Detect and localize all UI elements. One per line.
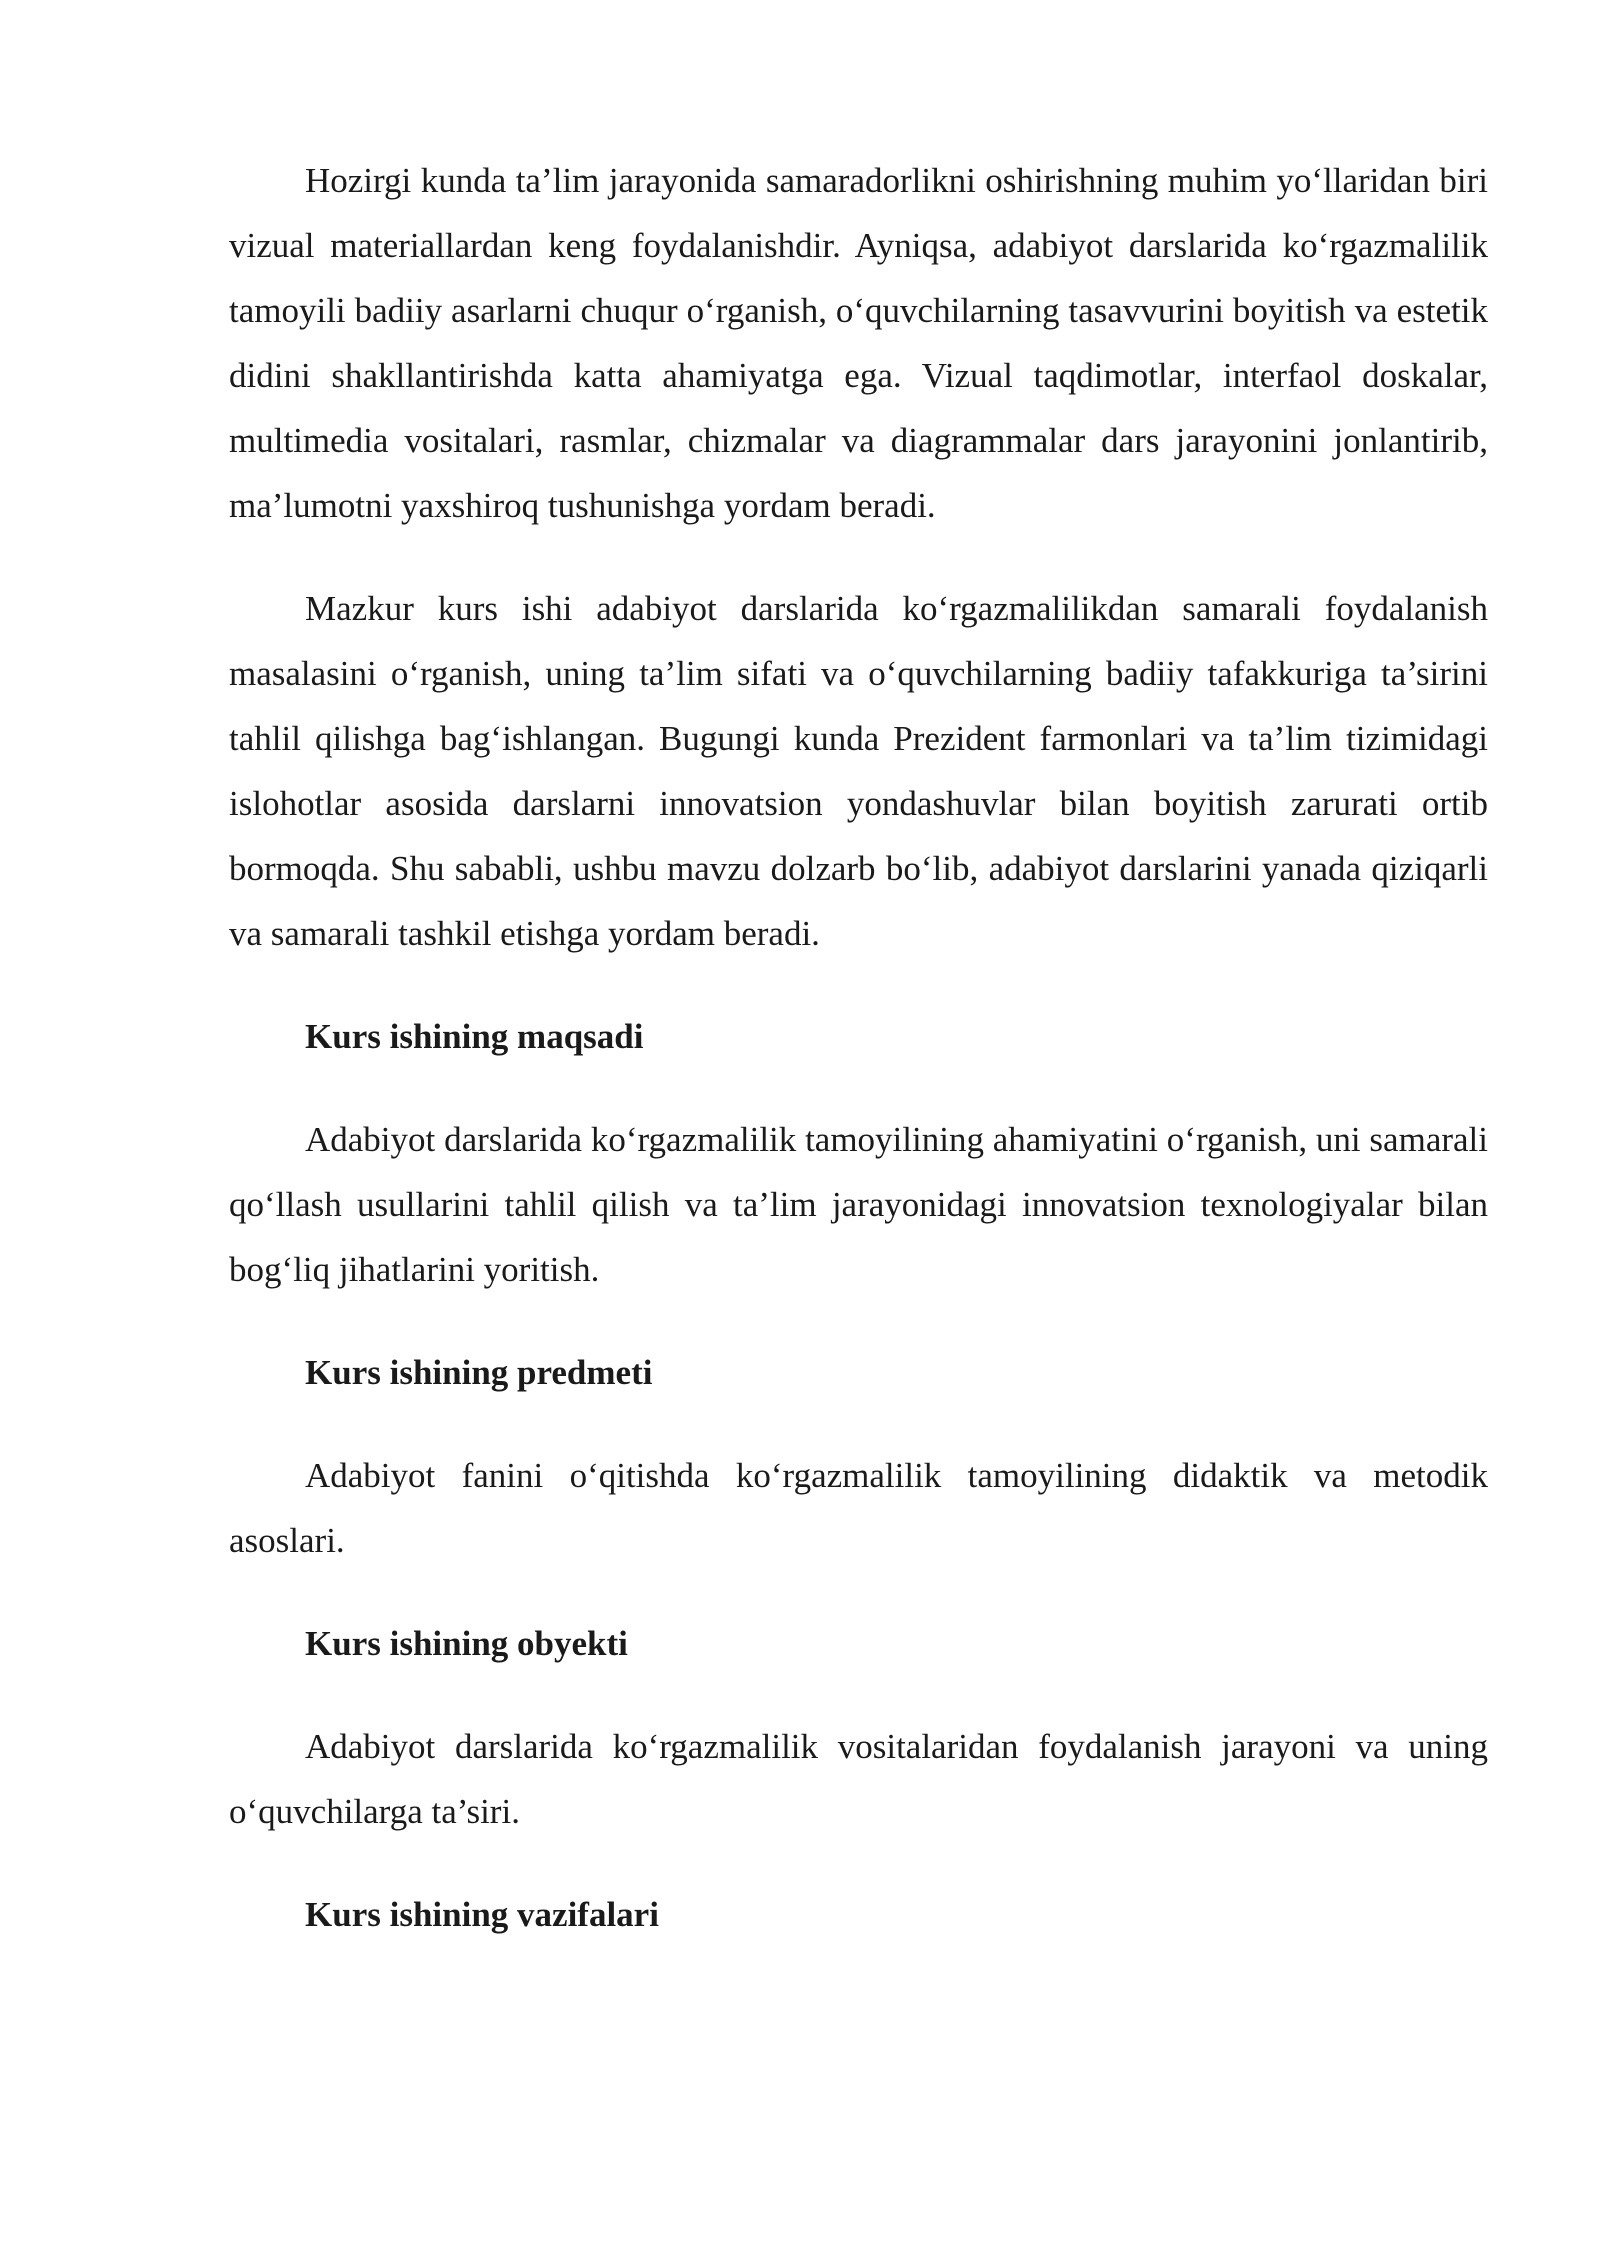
- intro-paragraph: Hozirgi kunda ta’lim jarayonida samaradorlikni oshirishning muhim yo‘llaridan biri vizual materiallardan keng foydalanishdir. Ayniqsa, adabiyot darslarida ko‘rgazmalilik tamoyili badiiy asarlarni chuqur o‘rganish, o‘quvchilarning tasavvurini boyitish va estetik didini shakllantirishda katta ahamiyatga ega. Vizual taqdimotlar, interfaol doskalar, multimedia vositalari, rasmlar, chizmalar va diagrammalar dars jarayonini jonlantirib, ma’lumotni yaxshiroq tushunishga yordam beradi.: [229, 161, 1488, 525]
- object-heading: Kurs ishining obyekti: [305, 1624, 628, 1663]
- goal-heading: Kurs ishining maqsadi: [305, 1017, 644, 1056]
- relevance-paragraph: Mazkur kurs ishi adabiyot darslarida ko‘rgazmalilikdan samarali foydalanish masalasini o‘rganish, uning ta’lim sifati va o‘quvchilarning badiiy tafakkuriga ta’sirini tahlil qilishga bag‘ishlangan. Bugungi kunda Prezident farmonlari va ta’lim tizimidagi islohotlar asosida darslarni innovatsion yondashuvlar bilan boyitish zarurati ortib bormoqda. Shu sababli, ushbu mavzu dolzarb bo‘lib, adabiyot darslarini yanada qiziqarli va samarali tashkil etishga yordam beradi.: [229, 589, 1488, 953]
- goal-paragraph: Adabiyot darslarida ko‘rgazmalilik tamoyilining ahamiyatini o‘rganish, uni samarali qo‘llash usullarini tahlil qilish va ta’lim jarayonidagi innovatsion texnologiyalar bilan bog‘liq jihatlarini yoritish.: [229, 1120, 1488, 1289]
- document-page: [229, 148, 1488, 1985]
- object-paragraph: Adabiyot darslarida ko‘rgazmalilik vositalaridan foydalanish jarayoni va uning o‘quvchilarga ta’siri.: [229, 1727, 1488, 1831]
- tasks-heading: Kurs ishining vazifalari: [305, 1895, 659, 1934]
- subject-heading: Kurs ishining predmeti: [305, 1353, 653, 1392]
- subject-paragraph: Adabiyot fanini o‘qitishda ko‘rgazmalilik tamoyilining didaktik va metodik asoslari.: [229, 1456, 1488, 1560]
